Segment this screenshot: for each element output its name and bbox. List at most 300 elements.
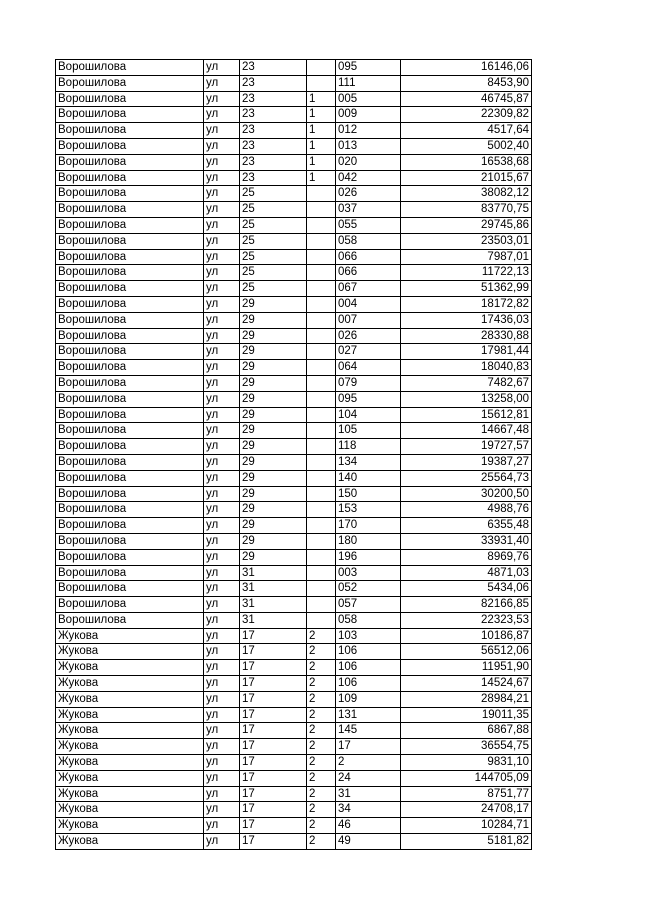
- house-cell: 29: [240, 470, 307, 486]
- street-type-cell: ул: [204, 470, 240, 486]
- street-type-cell: ул: [204, 107, 240, 123]
- amount-cell: 28330,88: [401, 328, 532, 344]
- street-cell: Ворошилова: [56, 138, 204, 154]
- street-type-cell: ул: [204, 739, 240, 755]
- street-cell: Ворошилова: [56, 217, 204, 233]
- amount-cell: 6867,88: [401, 723, 532, 739]
- table-row: [56, 75, 532, 91]
- apartment-cell: 196: [336, 549, 401, 565]
- apartment-cell: 052: [336, 581, 401, 597]
- building-cell: 2: [307, 628, 336, 644]
- street-cell: Ворошилова: [56, 328, 204, 344]
- table-row: [56, 628, 532, 644]
- amount-cell: 16146,06: [401, 60, 532, 76]
- building-cell: 2: [307, 660, 336, 676]
- apartment-cell: 180: [336, 533, 401, 549]
- street-type-cell: ул: [204, 770, 240, 786]
- table-row: [56, 60, 532, 76]
- house-cell: 31: [240, 565, 307, 581]
- table-row: [56, 391, 532, 407]
- building-cell: [307, 565, 336, 581]
- street-cell: Ворошилова: [56, 423, 204, 439]
- table-row: [56, 691, 532, 707]
- table-row: [56, 312, 532, 328]
- table-row: [56, 217, 532, 233]
- amount-cell: 14667,48: [401, 423, 532, 439]
- apartment-cell: 004: [336, 296, 401, 312]
- apartment-cell: 49: [336, 834, 401, 850]
- street-cell: Ворошилова: [56, 265, 204, 281]
- street-cell: Ворошилова: [56, 502, 204, 518]
- apartment-cell: 079: [336, 375, 401, 391]
- street-cell: Ворошилова: [56, 344, 204, 360]
- amount-cell: 18172,82: [401, 296, 532, 312]
- house-cell: 31: [240, 581, 307, 597]
- amount-cell: 4988,76: [401, 502, 532, 518]
- building-cell: 2: [307, 834, 336, 850]
- table-row: [56, 265, 532, 281]
- table-row: [56, 786, 532, 802]
- building-cell: [307, 281, 336, 297]
- building-cell: [307, 533, 336, 549]
- table-row: [56, 707, 532, 723]
- street-cell: Жукова: [56, 818, 204, 834]
- apartment-cell: 066: [336, 265, 401, 281]
- debt-table: [55, 59, 532, 850]
- house-cell: 25: [240, 249, 307, 265]
- apartment-cell: 106: [336, 660, 401, 676]
- building-cell: 1: [307, 154, 336, 170]
- street-cell: Жукова: [56, 707, 204, 723]
- house-cell: 23: [240, 138, 307, 154]
- building-cell: [307, 423, 336, 439]
- house-cell: 17: [240, 628, 307, 644]
- street-cell: Ворошилова: [56, 565, 204, 581]
- apartment-cell: 005: [336, 91, 401, 107]
- house-cell: 17: [240, 723, 307, 739]
- apartment-cell: 150: [336, 486, 401, 502]
- street-type-cell: ул: [204, 312, 240, 328]
- debt-table-body: [56, 60, 532, 850]
- house-cell: 17: [240, 834, 307, 850]
- street-type-cell: ул: [204, 407, 240, 423]
- apartment-cell: 095: [336, 60, 401, 76]
- amount-cell: 56512,06: [401, 644, 532, 660]
- amount-cell: 19387,27: [401, 454, 532, 470]
- amount-cell: 10284,71: [401, 818, 532, 834]
- building-cell: [307, 233, 336, 249]
- house-cell: 23: [240, 154, 307, 170]
- table-row: [56, 281, 532, 297]
- apartment-cell: 105: [336, 423, 401, 439]
- building-cell: 2: [307, 739, 336, 755]
- apartment-cell: 037: [336, 202, 401, 218]
- amount-cell: 21015,67: [401, 170, 532, 186]
- table-row: [56, 723, 532, 739]
- building-cell: [307, 296, 336, 312]
- apartment-cell: 058: [336, 612, 401, 628]
- amount-cell: 22309,82: [401, 107, 532, 123]
- table-row: [56, 549, 532, 565]
- street-cell: Ворошилова: [56, 375, 204, 391]
- house-cell: 17: [240, 802, 307, 818]
- street-type-cell: ул: [204, 518, 240, 534]
- table-row: [56, 375, 532, 391]
- building-cell: 2: [307, 755, 336, 771]
- table-row: [56, 755, 532, 771]
- street-type-cell: ул: [204, 391, 240, 407]
- building-cell: [307, 344, 336, 360]
- house-cell: 29: [240, 360, 307, 376]
- building-cell: [307, 549, 336, 565]
- house-cell: 23: [240, 123, 307, 139]
- street-type-cell: ул: [204, 581, 240, 597]
- table-row: [56, 834, 532, 850]
- building-cell: 2: [307, 707, 336, 723]
- amount-cell: 83770,75: [401, 202, 532, 218]
- amount-cell: 11722,13: [401, 265, 532, 281]
- amount-cell: 24708,17: [401, 802, 532, 818]
- street-type-cell: ул: [204, 802, 240, 818]
- street-type-cell: ул: [204, 834, 240, 850]
- table-row: [56, 770, 532, 786]
- street-type-cell: ул: [204, 123, 240, 139]
- house-cell: 29: [240, 296, 307, 312]
- street-cell: Ворошилова: [56, 107, 204, 123]
- house-cell: 23: [240, 107, 307, 123]
- table-row: [56, 502, 532, 518]
- amount-cell: 22323,53: [401, 612, 532, 628]
- street-type-cell: ул: [204, 344, 240, 360]
- apartment-cell: 067: [336, 281, 401, 297]
- table-row: [56, 454, 532, 470]
- street-type-cell: ул: [204, 91, 240, 107]
- house-cell: 17: [240, 644, 307, 660]
- street-cell: Ворошилова: [56, 549, 204, 565]
- amount-cell: 15612,81: [401, 407, 532, 423]
- amount-cell: 38082,12: [401, 186, 532, 202]
- building-cell: [307, 407, 336, 423]
- amount-cell: 9831,10: [401, 755, 532, 771]
- street-cell: Ворошилова: [56, 123, 204, 139]
- street-cell: Ворошилова: [56, 60, 204, 76]
- table-row: [56, 660, 532, 676]
- street-type-cell: ул: [204, 486, 240, 502]
- amount-cell: 11951,90: [401, 660, 532, 676]
- apartment-cell: 013: [336, 138, 401, 154]
- street-type-cell: ул: [204, 186, 240, 202]
- street-type-cell: ул: [204, 676, 240, 692]
- table-row: [56, 407, 532, 423]
- table-row: [56, 138, 532, 154]
- street-cell: Ворошилова: [56, 170, 204, 186]
- house-cell: 29: [240, 328, 307, 344]
- table-row: [56, 676, 532, 692]
- amount-cell: 14524,67: [401, 676, 532, 692]
- amount-cell: 144705,09: [401, 770, 532, 786]
- street-type-cell: ул: [204, 60, 240, 76]
- amount-cell: 7987,01: [401, 249, 532, 265]
- house-cell: 25: [240, 217, 307, 233]
- street-cell: Ворошилова: [56, 612, 204, 628]
- house-cell: 17: [240, 786, 307, 802]
- apartment-cell: 46: [336, 818, 401, 834]
- apartment-cell: 055: [336, 217, 401, 233]
- table-row: [56, 233, 532, 249]
- apartment-cell: 026: [336, 328, 401, 344]
- street-type-cell: ул: [204, 170, 240, 186]
- building-cell: 2: [307, 644, 336, 660]
- amount-cell: 23503,01: [401, 233, 532, 249]
- building-cell: [307, 217, 336, 233]
- street-cell: Жукова: [56, 644, 204, 660]
- house-cell: 23: [240, 91, 307, 107]
- building-cell: 1: [307, 170, 336, 186]
- house-cell: 29: [240, 391, 307, 407]
- building-cell: [307, 486, 336, 502]
- apartment-cell: 058: [336, 233, 401, 249]
- street-type-cell: ул: [204, 786, 240, 802]
- amount-cell: 33931,40: [401, 533, 532, 549]
- building-cell: 1: [307, 138, 336, 154]
- amount-cell: 6355,48: [401, 518, 532, 534]
- apartment-cell: 009: [336, 107, 401, 123]
- street-type-cell: ул: [204, 328, 240, 344]
- table-row: [56, 154, 532, 170]
- street-type-cell: ул: [204, 439, 240, 455]
- table-row: [56, 486, 532, 502]
- street-cell: Жукова: [56, 628, 204, 644]
- street-cell: Ворошилова: [56, 454, 204, 470]
- apartment-cell: 104: [336, 407, 401, 423]
- building-cell: 2: [307, 786, 336, 802]
- apartment-cell: 24: [336, 770, 401, 786]
- house-cell: 17: [240, 676, 307, 692]
- apartment-cell: 095: [336, 391, 401, 407]
- apartment-cell: 027: [336, 344, 401, 360]
- building-cell: [307, 612, 336, 628]
- amount-cell: 46745,87: [401, 91, 532, 107]
- building-cell: [307, 454, 336, 470]
- building-cell: 2: [307, 691, 336, 707]
- street-cell: Ворошилова: [56, 249, 204, 265]
- house-cell: 29: [240, 486, 307, 502]
- street-type-cell: ул: [204, 502, 240, 518]
- house-cell: 29: [240, 454, 307, 470]
- street-type-cell: ул: [204, 249, 240, 265]
- apartment-cell: 020: [336, 154, 401, 170]
- amount-cell: 4517,64: [401, 123, 532, 139]
- house-cell: 31: [240, 612, 307, 628]
- street-type-cell: ул: [204, 265, 240, 281]
- house-cell: 25: [240, 281, 307, 297]
- street-type-cell: ул: [204, 628, 240, 644]
- house-cell: 29: [240, 407, 307, 423]
- building-cell: [307, 60, 336, 76]
- street-type-cell: ул: [204, 296, 240, 312]
- street-type-cell: ул: [204, 375, 240, 391]
- house-cell: 29: [240, 344, 307, 360]
- house-cell: 29: [240, 312, 307, 328]
- building-cell: [307, 470, 336, 486]
- street-cell: Жукова: [56, 691, 204, 707]
- table-row: [56, 581, 532, 597]
- building-cell: [307, 186, 336, 202]
- street-cell: Ворошилова: [56, 597, 204, 613]
- street-cell: Ворошилова: [56, 281, 204, 297]
- amount-cell: 8751,77: [401, 786, 532, 802]
- street-cell: Ворошилова: [56, 186, 204, 202]
- street-type-cell: ул: [204, 691, 240, 707]
- amount-cell: 51362,99: [401, 281, 532, 297]
- amount-cell: 8969,76: [401, 549, 532, 565]
- table-row: [56, 612, 532, 628]
- building-cell: [307, 360, 336, 376]
- street-cell: Ворошилова: [56, 75, 204, 91]
- apartment-cell: 2: [336, 755, 401, 771]
- table-row: [56, 470, 532, 486]
- house-cell: 29: [240, 518, 307, 534]
- building-cell: [307, 581, 336, 597]
- street-type-cell: ул: [204, 723, 240, 739]
- street-type-cell: ул: [204, 423, 240, 439]
- street-cell: Ворошилова: [56, 91, 204, 107]
- table-row: [56, 597, 532, 613]
- building-cell: [307, 249, 336, 265]
- house-cell: 17: [240, 691, 307, 707]
- street-cell: Жукова: [56, 770, 204, 786]
- amount-cell: 28984,21: [401, 691, 532, 707]
- street-cell: Жукова: [56, 739, 204, 755]
- apartment-cell: 31: [336, 786, 401, 802]
- street-type-cell: ул: [204, 138, 240, 154]
- house-cell: 29: [240, 423, 307, 439]
- street-cell: Жукова: [56, 660, 204, 676]
- amount-cell: 8453,90: [401, 75, 532, 91]
- street-cell: Ворошилова: [56, 233, 204, 249]
- street-type-cell: ул: [204, 281, 240, 297]
- table-row: [56, 170, 532, 186]
- building-cell: [307, 375, 336, 391]
- apartment-cell: 153: [336, 502, 401, 518]
- apartment-cell: 170: [336, 518, 401, 534]
- amount-cell: 5002,40: [401, 138, 532, 154]
- amount-cell: 30200,50: [401, 486, 532, 502]
- apartment-cell: 34: [336, 802, 401, 818]
- street-cell: Ворошилова: [56, 486, 204, 502]
- street-type-cell: ул: [204, 612, 240, 628]
- street-type-cell: ул: [204, 217, 240, 233]
- street-cell: Ворошилова: [56, 518, 204, 534]
- amount-cell: 17436,03: [401, 312, 532, 328]
- table-row: [56, 644, 532, 660]
- building-cell: 1: [307, 123, 336, 139]
- house-cell: 23: [240, 75, 307, 91]
- amount-cell: 29745,86: [401, 217, 532, 233]
- table-row: [56, 249, 532, 265]
- apartment-cell: 145: [336, 723, 401, 739]
- street-cell: Ворошилова: [56, 360, 204, 376]
- table-row: [56, 565, 532, 581]
- table-row: [56, 818, 532, 834]
- table-row: [56, 518, 532, 534]
- building-cell: [307, 75, 336, 91]
- table-row: [56, 186, 532, 202]
- building-cell: [307, 328, 336, 344]
- table-row: [56, 802, 532, 818]
- street-type-cell: ул: [204, 154, 240, 170]
- street-type-cell: ул: [204, 454, 240, 470]
- table-row: [56, 91, 532, 107]
- table-row: [56, 439, 532, 455]
- building-cell: 2: [307, 802, 336, 818]
- street-cell: Ворошилова: [56, 533, 204, 549]
- street-cell: Ворошилова: [56, 202, 204, 218]
- house-cell: 17: [240, 739, 307, 755]
- amount-cell: 36554,75: [401, 739, 532, 755]
- street-cell: Ворошилова: [56, 581, 204, 597]
- building-cell: [307, 439, 336, 455]
- street-cell: Ворошилова: [56, 154, 204, 170]
- amount-cell: 10186,87: [401, 628, 532, 644]
- building-cell: [307, 265, 336, 281]
- amount-cell: 19727,57: [401, 439, 532, 455]
- street-cell: Жукова: [56, 834, 204, 850]
- amount-cell: 25564,73: [401, 470, 532, 486]
- building-cell: 2: [307, 770, 336, 786]
- apartment-cell: 134: [336, 454, 401, 470]
- street-cell: Ворошилова: [56, 470, 204, 486]
- amount-cell: 82166,85: [401, 597, 532, 613]
- house-cell: 17: [240, 770, 307, 786]
- building-cell: [307, 502, 336, 518]
- house-cell: 25: [240, 186, 307, 202]
- street-type-cell: ул: [204, 597, 240, 613]
- street-cell: Жукова: [56, 786, 204, 802]
- house-cell: 29: [240, 533, 307, 549]
- amount-cell: 5181,82: [401, 834, 532, 850]
- street-cell: Жукова: [56, 755, 204, 771]
- house-cell: 23: [240, 170, 307, 186]
- apartment-cell: 026: [336, 186, 401, 202]
- apartment-cell: 111: [336, 75, 401, 91]
- building-cell: 1: [307, 107, 336, 123]
- street-type-cell: ул: [204, 565, 240, 581]
- amount-cell: 18040,83: [401, 360, 532, 376]
- table-row: [56, 123, 532, 139]
- building-cell: [307, 597, 336, 613]
- apartment-cell: 042: [336, 170, 401, 186]
- house-cell: 17: [240, 818, 307, 834]
- table-row: [56, 533, 532, 549]
- house-cell: 25: [240, 233, 307, 249]
- street-cell: Ворошилова: [56, 407, 204, 423]
- street-cell: Жукова: [56, 723, 204, 739]
- apartment-cell: 103: [336, 628, 401, 644]
- apartment-cell: 109: [336, 691, 401, 707]
- street-type-cell: ул: [204, 818, 240, 834]
- building-cell: 2: [307, 818, 336, 834]
- table-row: [56, 423, 532, 439]
- table-row: [56, 107, 532, 123]
- house-cell: 17: [240, 707, 307, 723]
- street-type-cell: ул: [204, 755, 240, 771]
- building-cell: [307, 391, 336, 407]
- street-type-cell: ул: [204, 660, 240, 676]
- street-type-cell: ул: [204, 202, 240, 218]
- street-cell: Ворошилова: [56, 312, 204, 328]
- apartment-cell: 066: [336, 249, 401, 265]
